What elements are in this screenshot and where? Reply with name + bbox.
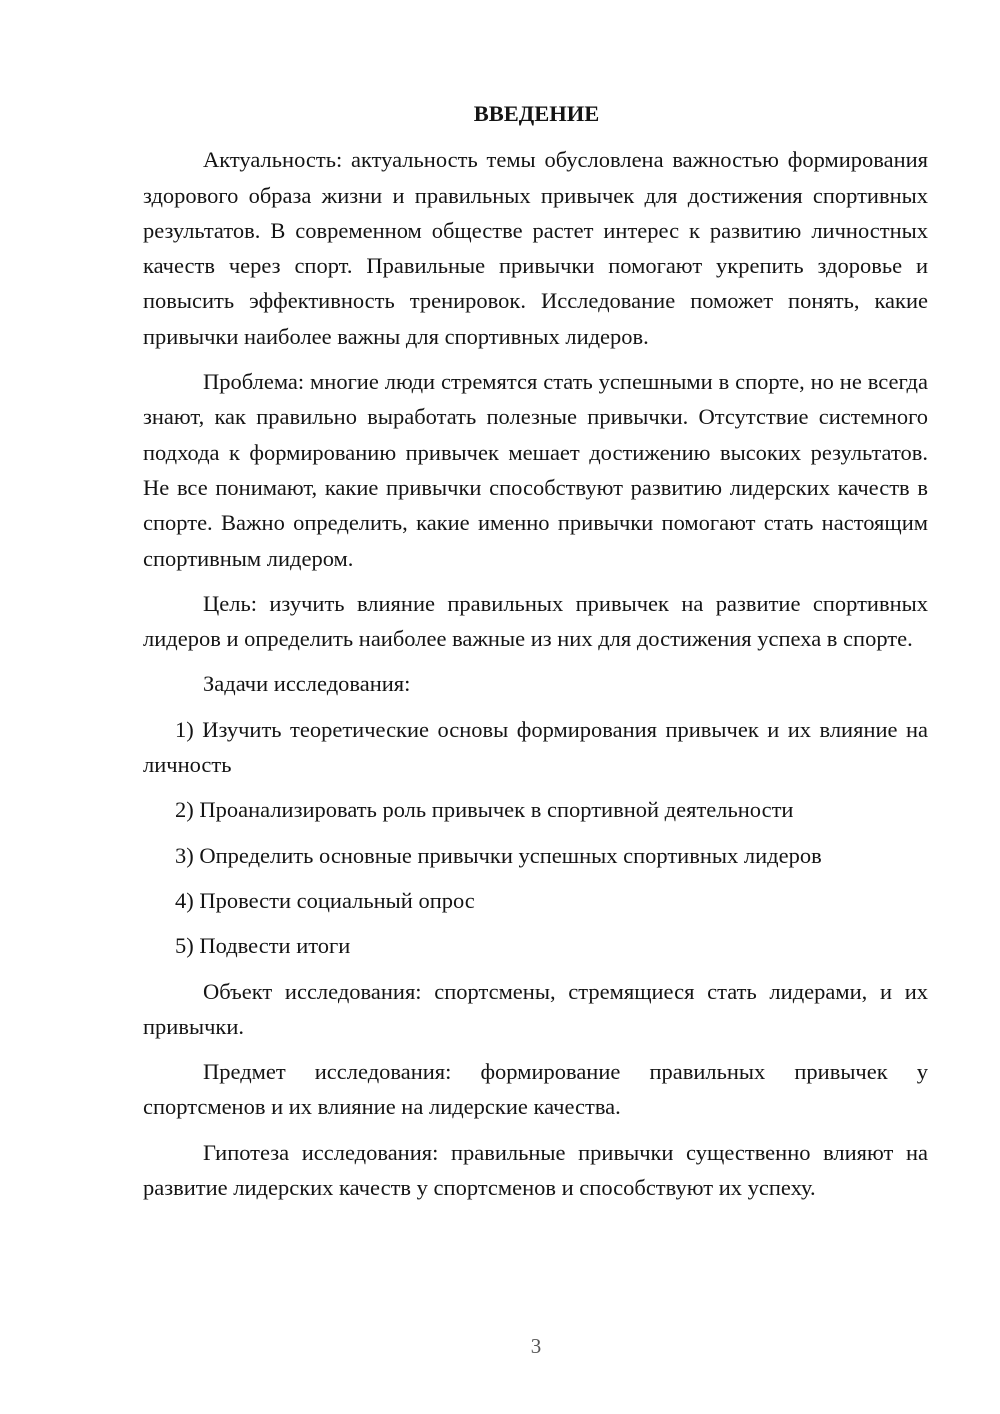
tasks-heading: Задачи исследования: [203, 671, 411, 697]
page-title: ВВЕДЕНИЕ [473, 101, 600, 126]
task-item: 3) Определить основные привычки успешных спортивных лидеров [175, 842, 822, 868]
document-page [143, 96, 928, 1215]
task-item: 5) Подвести итоги [175, 933, 351, 959]
object-paragraph: Объект исследования: спортсмены, стремящиеся стать лидерами, и их привычки. [143, 978, 928, 1039]
page-number: 3 [530, 1334, 542, 1358]
task-item: 1) Изучить теоретические основы формирования привычек и их влияние на личность [143, 716, 928, 778]
hypothesis-paragraph: Гипотеза исследования: правильные привычки существенно влияют на развитие лидерских качеств у спортсменов и способствуют их успеху. [143, 1139, 928, 1201]
problem-paragraph: Проблема: многие люди стремятся стать успешными в спорте, но не всегда знают, как правильно выработать полезные привычки. Отсутствие системного подхода к формированию привычек мешает достижению высоких результатов. Не все понимают, какие привычки способствуют развитию лидерских качеств в спорте. Важно определить, какие именно привычки помогают стать настоящим спортивным лидером. [143, 369, 928, 571]
goal-paragraph: Цель: изучить влияние правильных привычек на развитие спортивных лидеров и определить наиболее важные из них для достижения успеха в спорте. [143, 590, 928, 652]
task-item: 4) Провести социальный опрос [175, 887, 475, 913]
subject-paragraph: Предмет исследования: формирование правильных привычек у спортсменов и их влияние на лидерские качества. [143, 1059, 928, 1120]
relevance-paragraph: Актуальность: актуальность темы обусловлена важностью формирования здорового образа жизни и правильных привычек для достижения спортивных результатов. В современном обществе растет интерес к развитию личностных качеств через спорт. Правильные привычки помогают укрепить здоровье и повысить эффективность тренировок. Исследование поможет понять, какие привычки наиболее важны для спортивных лидеров. [143, 147, 928, 349]
task-item: 2) Проанализировать роль привычек в спортивной деятельности [175, 797, 794, 823]
